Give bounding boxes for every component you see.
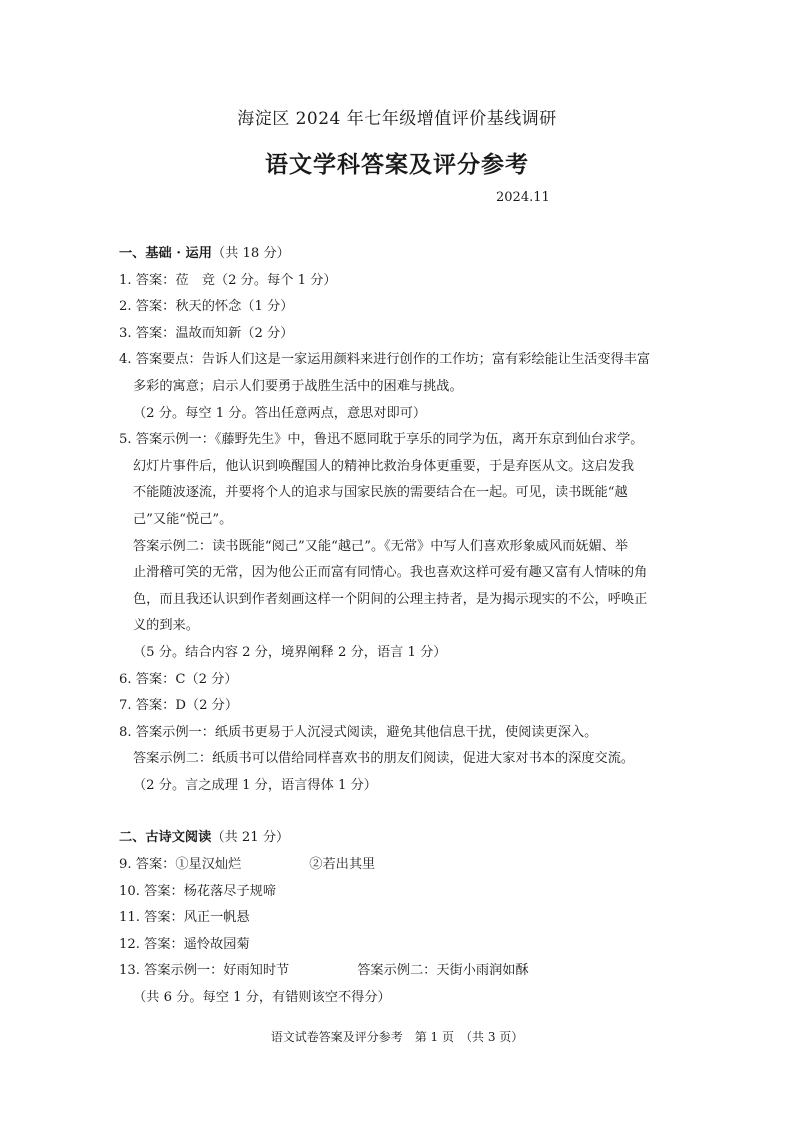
answer-q9-part1: 9. 答案：①星汉灿烂 [119,857,242,873]
page-footer: 语文试卷答案及评分参考 第 1 页 （共 3 页） [270,1030,524,1044]
section-heading-basics [119,241,699,268]
answer-q4-note: （2 分。每空 1 分。答出任意两点，意思对即可） [133,405,427,421]
answer-q13-note: （共 6 分。每空 1 分，有错则该空不得分） [133,990,391,1006]
section-score: （共 18 分） [211,246,290,261]
answer-q5-example2-line4: 义的到来。 [133,618,199,634]
answer-q13 [119,958,699,985]
answer-q2: 2. 答案：秋天的怀念（1 分） [119,299,294,315]
section-heading-classical [119,825,699,852]
answer-content [119,241,699,1012]
section-title: 一、基础 · 运用 [119,246,212,261]
answer-q11: 11. 答案：风正一帆悬 [119,910,250,926]
answer-q8-line1: 8. 答案示例一：纸质书更易于人沉浸式阅读，避免其他信息干扰，使阅读更深入。 [119,724,598,740]
section-title: 二、古诗文阅读 [119,830,212,846]
answer-q5-line4: 己”又能“悦己”。 [133,511,233,527]
answer-q5-line3: 不能随波逐流，并要将个人的追求与国家民族的需要结合在一起。可见，读书既能“越 [133,485,628,501]
answer-q5-example2-line1: 答案示例二：读书既能“阅己”又能“越己”。《无常》中写人们喜欢形象威风而妩媚、举 [133,538,629,554]
answer-q13-example2: 答案示例二：天街小雨润如酥 [357,963,529,979]
answer-q5-example2-line2: 止滑稽可笑的无常，因为他公正而富有同情心。我也喜欢这样可爱有趣又富有人情味的角 [133,565,648,581]
document-subtitle: 语文学科答案及评分参考 [265,151,529,178]
document-title: 海淀区 2024 年七年级增值评价基线调研 [237,109,557,129]
answer-q5-line1: 5. 答案示例一：《藤野先生》中，鲁迅不愿同耽于享乐的同学为伍，离开东京到仙台求学。 [119,432,644,448]
answer-q12: 12. 答案：遥怜故园菊 [119,936,250,952]
answer-q13-example1: 13. 答案示例一：好雨知时节 [119,963,290,979]
answer-q4-line2: 多彩的寓意；启示人们要勇于战胜生活中的困难与挑战。 [133,378,463,394]
answer-q4-line1: 4. 答案要点：告诉人们这是一家运用颜料来进行创作的工作坊；富有彩绘能让生活变得丰富 [119,352,651,368]
answer-q5-line2: 幻灯片事件后，他认识到唤醒国人的精神比救治身体更重要，于是弃医从文。这启发我 [133,458,635,474]
answer-q9-part2: ②若出其里 [309,857,376,873]
document-date: 2024.11 [496,190,550,205]
section-score: （共 21 分） [211,830,290,846]
answer-q5-example2-line3: 色，而且我还认识到作者刻画这样一个阴间的公理主持者，是为揭示现实的不公，呼唤正 [133,591,648,607]
answer-q9 [119,852,699,879]
answer-q3: 3. 答案：温故而知新（2 分） [119,325,294,341]
section-spacer [119,799,699,825]
answer-q7: 7. 答案：D（2 分） [119,698,239,714]
answer-q8-note: （2 分。言之成理 1 分，语言得体 1 分） [133,777,377,793]
answer-q8-line2: 答案示例二：纸质书可以借给同样喜欢书的朋友们阅读，促进大家对书本的深度交流。 [133,751,635,767]
answer-q5-note: （5 分。结合内容 2 分，境界阐释 2 分，语言 1 分） [133,644,447,660]
answer-q10: 10. 答案：杨花落尽子规啼 [119,883,277,899]
answer-q1: 1. 答案：莅 竞（2 分。每个 1 分） [119,272,337,288]
answer-q6: 6. 答案：C（2 分） [119,671,238,687]
